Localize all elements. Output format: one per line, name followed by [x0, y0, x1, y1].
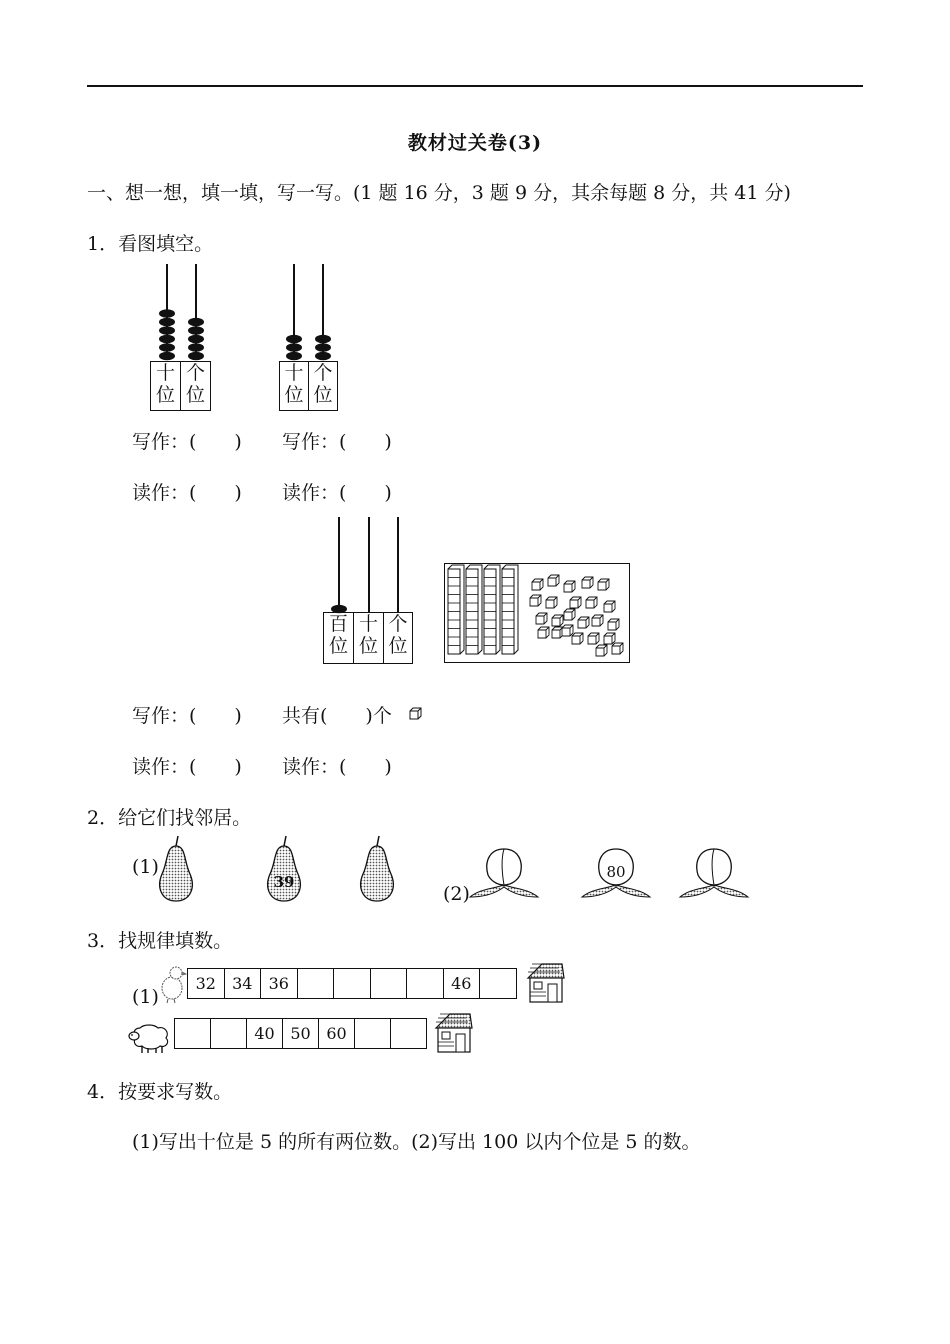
number-cell[interactable] [479, 968, 517, 999]
abacus-bead [188, 352, 204, 361]
unit-cube [564, 581, 575, 592]
abacus-b-beads [286, 335, 331, 361]
abacus-bead [159, 352, 175, 361]
question-4-subparts: (1)写出十位是 5 的所有两位数。(2)写出 100 以内个位是 5 的数。 [132, 1131, 701, 1153]
unit-cube [596, 645, 607, 656]
abacus-c-tens-label: 十 位 [353, 612, 384, 664]
unit-cube [608, 619, 619, 630]
unit-cube [604, 633, 615, 644]
pear-icon [264, 834, 304, 904]
unit-cube [572, 633, 583, 644]
section-heading: 一、想一想，填一填，写一写。(1 题 16 分，3 题 9 分，其余每题 8 分，共 41 分) [87, 182, 791, 204]
cube-picture [444, 563, 630, 663]
unit-cube [604, 601, 615, 612]
abacus-a [150, 262, 212, 362]
unit-cube [546, 597, 557, 608]
abacus-bead [159, 318, 175, 327]
write-b-field[interactable]: 写作：( ) [282, 431, 392, 453]
peach-icon[interactable] [468, 845, 540, 901]
abacus-bead [159, 309, 175, 318]
read-d-field[interactable]: 读作：( ) [282, 756, 392, 778]
read-a-field[interactable]: 读作：( ) [132, 482, 242, 504]
page-title: 教材过关卷(3) [407, 132, 543, 154]
abacus-bead [286, 352, 302, 361]
q2-part2-label: (2) [443, 883, 470, 905]
number-cell[interactable] [174, 1018, 211, 1049]
sheep-icon [128, 1020, 174, 1054]
unit-cube [578, 617, 589, 628]
number-cell: 40 [246, 1018, 283, 1049]
number-cell: 34 [224, 968, 262, 999]
unit-cube [612, 643, 623, 654]
chick-icon [156, 962, 188, 1004]
unit-cube [552, 627, 563, 638]
number-cell: 60 [318, 1018, 355, 1049]
unit-cube [562, 625, 573, 636]
abacus-bead [188, 343, 204, 352]
abacus-bead [286, 335, 302, 344]
number-cell[interactable] [370, 968, 408, 999]
unit-cube [548, 575, 559, 586]
number-cell: 32 [187, 968, 225, 999]
number-cell[interactable] [406, 968, 444, 999]
abacus-b [278, 262, 340, 362]
write-c-field[interactable]: 写作：( ) [132, 705, 242, 727]
unit-cube [592, 615, 603, 626]
abacus-c [322, 515, 414, 615]
q2-part1-label: (1) [132, 856, 159, 878]
abacus-bead [286, 343, 302, 352]
unit-cube [538, 627, 549, 638]
house-icon [524, 960, 566, 1004]
abacus-bead [315, 335, 331, 344]
unit-cube [552, 615, 563, 626]
abacus-c-hundreds-label: 百 位 [323, 612, 354, 664]
number-cell[interactable] [297, 968, 335, 999]
unit-cube [582, 577, 593, 588]
question-4-label: 4．按要求写数。 [87, 1081, 233, 1103]
write-a-field[interactable]: 写作：( ) [132, 431, 242, 453]
abacus-bead [315, 352, 331, 361]
peach-value: 80 [606, 863, 626, 881]
number-cell[interactable] [210, 1018, 247, 1049]
small-cube-icon [408, 706, 422, 720]
number-cell: 46 [443, 968, 481, 999]
abacus-bead [188, 335, 204, 344]
number-cell: 50 [282, 1018, 319, 1049]
number-cell: 36 [260, 968, 298, 999]
read-c-field[interactable]: 读作：( ) [132, 756, 242, 778]
pear-icon[interactable] [357, 834, 397, 904]
abacus-a-ones-label: 个 位 [180, 361, 211, 411]
top-rule [87, 85, 863, 87]
q3-part1-label: (1) [132, 986, 159, 1008]
unit-cube [530, 595, 541, 606]
question-2-label: 2．给它们找邻居。 [87, 807, 252, 829]
number-cell[interactable] [390, 1018, 427, 1049]
abacus-bead [159, 343, 175, 352]
number-cell[interactable] [333, 968, 371, 999]
abacus-bead [159, 326, 175, 335]
pear-value: 39 [273, 873, 295, 891]
read-b-field[interactable]: 读作：( ) [282, 482, 392, 504]
house-icon [432, 1010, 474, 1054]
number-cell[interactable] [354, 1018, 391, 1049]
abacus-a-beads [159, 309, 204, 360]
unit-cube [588, 633, 599, 644]
abacus-bead [188, 326, 204, 335]
unit-cube [586, 597, 597, 608]
abacus-bead [188, 318, 204, 327]
unit-cube [564, 609, 575, 620]
abacus-b-ones-label: 个 位 [308, 361, 338, 411]
abacus-c-ones-label: 个 位 [383, 612, 413, 664]
total-cubes-field[interactable]: 共有( )个 [282, 705, 392, 727]
unit-cube [570, 597, 581, 608]
pear-icon[interactable] [156, 834, 196, 904]
question-3-label: 3．找规律填数。 [87, 930, 233, 952]
unit-cube [598, 579, 609, 590]
abacus-bead [159, 335, 175, 344]
unit-cube [532, 579, 543, 590]
abacus-b-tens-label: 十 位 [279, 361, 309, 411]
abacus-a-tens-label: 十 位 [150, 361, 181, 411]
peach-icon[interactable] [678, 845, 750, 901]
question-1-label: 1．看图填空。 [87, 233, 214, 255]
abacus-bead [315, 343, 331, 352]
unit-cube [536, 613, 547, 624]
